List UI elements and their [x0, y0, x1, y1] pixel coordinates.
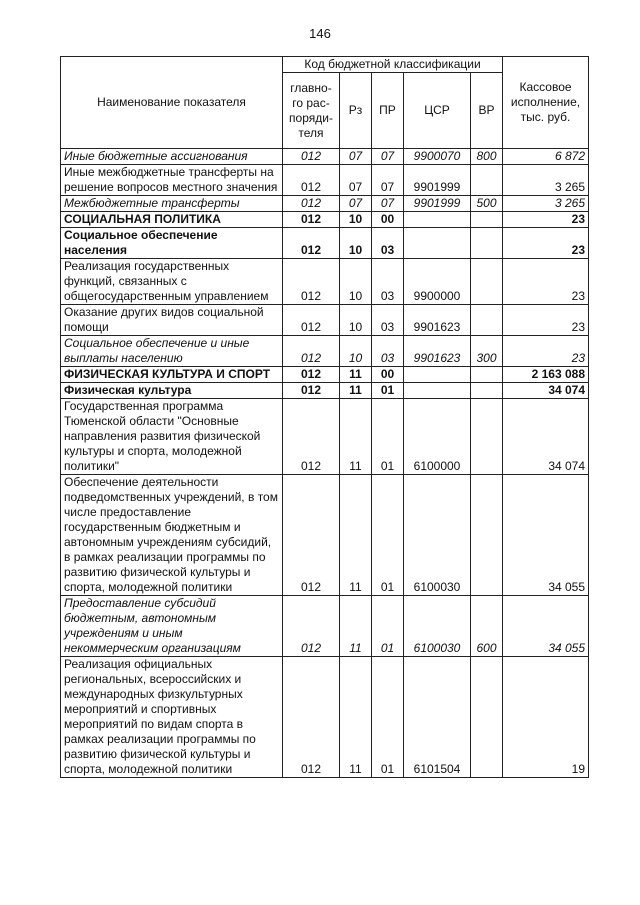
- table-row: [61, 596, 589, 657]
- row-amount: 19: [503, 657, 589, 778]
- row-csr: [404, 383, 471, 399]
- row-amount: 3 265: [503, 165, 589, 196]
- row-amount: 23: [503, 212, 589, 228]
- row-pr: 01: [372, 383, 404, 399]
- row-name: Иные межбюджетные трансферты на решение вопросов местного значения: [61, 165, 283, 196]
- row-rz: 11: [340, 475, 372, 596]
- row-vr: [471, 305, 503, 336]
- row-main-manager: 012: [283, 475, 340, 596]
- row-vr: [471, 367, 503, 383]
- row-name: Оказание других видов социальной помощи: [61, 305, 283, 336]
- row-vr: [471, 259, 503, 305]
- header-rz: Рз: [340, 73, 372, 149]
- row-rz: 10: [340, 336, 372, 367]
- row-name: ФИЗИЧЕСКАЯ КУЛЬТУРА И СПОРТ: [61, 367, 283, 383]
- row-name: Предоставление субсидий бюджетным, автономным учреждениям и иным некоммерческим организациям: [61, 596, 283, 657]
- row-name: Обеспечение деятельности подведомственных учреждений, в том числе предоставление государственным бюджетным и автономным учреждениям субсидий, в рамках реализации программы по развитию физической культуры и спорта, молодежной политики: [61, 475, 283, 596]
- row-main-manager: 012: [283, 165, 340, 196]
- row-main-manager: 012: [283, 196, 340, 212]
- row-vr: [471, 212, 503, 228]
- row-main-manager: 012: [283, 228, 340, 259]
- row-main-manager: 012: [283, 212, 340, 228]
- row-csr: 6101504: [404, 657, 471, 778]
- table-row: [61, 657, 589, 778]
- row-main-manager: 012: [283, 657, 340, 778]
- header-amount: Кассовое исполнение, тыс. руб.: [503, 57, 589, 149]
- row-csr: 9900000: [404, 259, 471, 305]
- row-main-manager: 012: [283, 399, 340, 475]
- row-main-manager: 012: [283, 336, 340, 367]
- row-pr: 03: [372, 259, 404, 305]
- row-name: СОЦИАЛЬНАЯ ПОЛИТИКА: [61, 212, 283, 228]
- row-pr: 03: [372, 305, 404, 336]
- row-name: Социальное обеспечение и иные выплаты населению: [61, 336, 283, 367]
- table-row: [61, 399, 589, 475]
- row-name: Реализация официальных региональных, всероссийских и международных физкультурных мероприятий и спортивных мероприятий по видам спорта в рамках реализации программы по развитию физической культуры и спорта, молодежной политики: [61, 657, 283, 778]
- row-vr: 300: [471, 336, 503, 367]
- row-csr: 6100030: [404, 596, 471, 657]
- row-csr: 9901623: [404, 305, 471, 336]
- row-vr: 500: [471, 196, 503, 212]
- row-csr: 9901623: [404, 336, 471, 367]
- row-csr: 6100000: [404, 399, 471, 475]
- row-pr: 01: [372, 475, 404, 596]
- row-rz: 11: [340, 399, 372, 475]
- header-vr: ВР: [471, 73, 503, 149]
- row-amount: 34 055: [503, 475, 589, 596]
- row-name: Реализация государственных функций, связанных с общегосударственным управлением: [61, 259, 283, 305]
- row-rz: 10: [340, 212, 372, 228]
- header-csr: ЦСР: [404, 73, 471, 149]
- row-rz: 10: [340, 228, 372, 259]
- row-vr: 800: [471, 149, 503, 165]
- row-rz: 11: [340, 657, 372, 778]
- row-amount: 6 872: [503, 149, 589, 165]
- row-vr: [471, 383, 503, 399]
- table-row: [61, 228, 589, 259]
- row-main-manager: 012: [283, 383, 340, 399]
- row-vr: [471, 657, 503, 778]
- row-csr: 6100030: [404, 475, 471, 596]
- table-row: [61, 475, 589, 596]
- table-row: [61, 149, 589, 165]
- row-rz: 07: [340, 165, 372, 196]
- row-name: Социальное обеспечение населения: [61, 228, 283, 259]
- table-row: [61, 259, 589, 305]
- row-csr: 9901999: [404, 196, 471, 212]
- row-csr: 9901999: [404, 165, 471, 196]
- table-row: [61, 383, 589, 399]
- row-amount: 23: [503, 259, 589, 305]
- row-amount: 2 163 088: [503, 367, 589, 383]
- row-amount: 34 074: [503, 383, 589, 399]
- table-row: [61, 165, 589, 196]
- header-budget-code-group: Код бюджетной классификации: [283, 57, 503, 73]
- row-rz: 10: [340, 259, 372, 305]
- row-vr: [471, 165, 503, 196]
- row-pr: 07: [372, 196, 404, 212]
- row-name: Иные бюджетные ассигнования: [61, 149, 283, 165]
- row-pr: 01: [372, 596, 404, 657]
- row-name: Физическая культура: [61, 383, 283, 399]
- row-rz: 07: [340, 149, 372, 165]
- row-main-manager: 012: [283, 259, 340, 305]
- budget-execution-table: [60, 56, 589, 778]
- row-rz: 11: [340, 367, 372, 383]
- row-vr: [471, 228, 503, 259]
- header-pr: ПР: [372, 73, 404, 149]
- row-amount: 34 074: [503, 399, 589, 475]
- row-rz: 10: [340, 305, 372, 336]
- table-row: [61, 336, 589, 367]
- row-amount: 23: [503, 305, 589, 336]
- row-csr: 9900070: [404, 149, 471, 165]
- row-rz: 11: [340, 596, 372, 657]
- table-row: [61, 305, 589, 336]
- row-main-manager: 012: [283, 305, 340, 336]
- row-vr: [471, 399, 503, 475]
- row-vr: [471, 475, 503, 596]
- row-amount: 34 055: [503, 596, 589, 657]
- table-row: [61, 196, 589, 212]
- row-vr: 600: [471, 596, 503, 657]
- row-main-manager: 012: [283, 596, 340, 657]
- row-amount: 23: [503, 336, 589, 367]
- row-pr: 07: [372, 165, 404, 196]
- row-pr: 03: [372, 228, 404, 259]
- row-main-manager: 012: [283, 149, 340, 165]
- table-row: [61, 212, 589, 228]
- row-pr: 07: [372, 149, 404, 165]
- row-rz: 07: [340, 196, 372, 212]
- row-name: Межбюджетные трансферты: [61, 196, 283, 212]
- row-main-manager: 012: [283, 367, 340, 383]
- page-number: 146: [309, 26, 331, 41]
- row-csr: [404, 228, 471, 259]
- row-amount: 3 265: [503, 196, 589, 212]
- row-pr: 03: [372, 336, 404, 367]
- row-pr: 00: [372, 367, 404, 383]
- row-pr: 01: [372, 657, 404, 778]
- row-csr: [404, 367, 471, 383]
- table-row: [61, 367, 589, 383]
- row-csr: [404, 212, 471, 228]
- row-pr: 01: [372, 399, 404, 475]
- row-rz: 11: [340, 383, 372, 399]
- row-pr: 00: [372, 212, 404, 228]
- header-main-manager: главно- го рас- поряди- теля: [283, 73, 340, 149]
- header-name: Наименование показателя: [61, 57, 283, 149]
- row-name: Государственная программа Тюменской области "Основные направления развития физической культуры и спорта, молодежной политики": [61, 399, 283, 475]
- row-amount: 23: [503, 228, 589, 259]
